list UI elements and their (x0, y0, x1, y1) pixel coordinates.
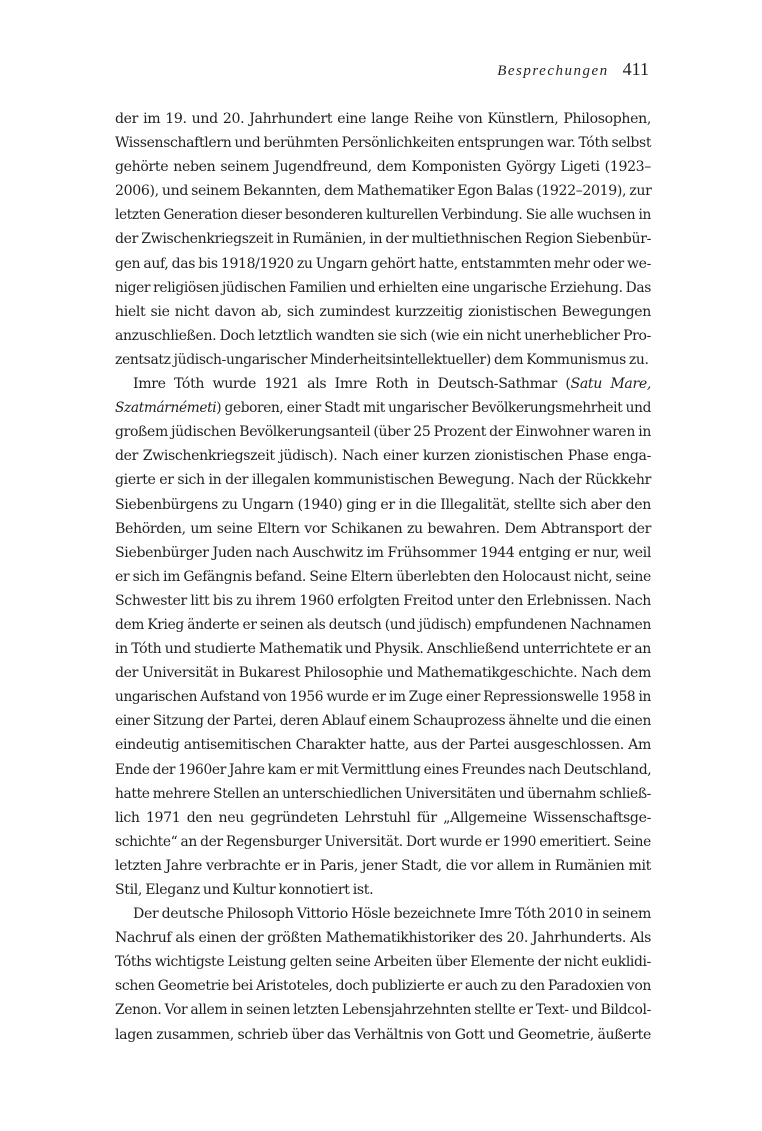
italic-place-name: Satu Mare, (570, 376, 651, 393)
page-number: 411 (622, 59, 649, 79)
text-line: Ende der 1960er Jahre kam er mit Vermittlung eines Freundes nach Deutschland, (115, 761, 652, 778)
text-line: großem jüdischen Bevölkerungsanteil (über 25 Prozent der Einwohner waren in (115, 424, 651, 441)
text-line (115, 372, 651, 396)
text-line: anzuschließen. Doch letztlich wandten sie sich (wie ein nicht unerheblicher Pro- (115, 327, 651, 344)
text-line: Behörden, um seine Eltern vor Schikanen zu bewahren. Dem Abtransport der (115, 520, 651, 537)
text-line: letzten Generation dieser besonderen kulturellen Verbindung. Sie alle wuchsen in (115, 207, 651, 224)
text-line: Siebenbürgens zu Ungarn (1940) ging er in die Illegalität, stellte sich aber den (115, 496, 651, 513)
text-line: Der deutsche Philosoph Vittorio Hösle bezeichnete Imre Tóth 2010 in seinem (133, 906, 651, 923)
text-line: Tóths wichtigste Leistung gelten seine Arbeiten über Elemente der nicht euklidi- (115, 954, 651, 971)
text-line: schichte“ an der Regensburger Universität. Dort wurde er 1990 emeritiert. Seine (115, 833, 651, 850)
text-line: Wissenschaftlern und berühmten Persönlichkeiten entsprungen war. Tóth selbst (115, 135, 652, 152)
text-line: Stil, Eleganz und Kultur konnotiert ist. (115, 882, 374, 898)
running-title: Besprechungen (497, 63, 609, 79)
text-line: Schwester litt bis zu ihrem 1960 erfolgten Freitod unter den Erlebnissen. Nach (115, 592, 651, 609)
text-line: in Tóth und studierte Mathematik und Physik. Anschließend unterrichtete er an (115, 641, 651, 658)
text-line: der Universität in Bukarest Philosophie und Mathematikgeschichte. Nach dem (115, 665, 651, 682)
text-run: Imre Tóth wurde 1921 als Imre Roth in Deutsch-Sathmar ( (133, 376, 571, 393)
text-line: der im 19. und 20. Jahrhundert eine lange Reihe von Künstlern, Philosophen, (115, 111, 651, 127)
text-line: letzten Jahre verbrachte er in Paris, jener Stadt, die vor allem in Rumänien mit (115, 857, 651, 874)
italic-place-name: Szatmárnémeti (115, 400, 217, 417)
text-line: ungarischen Aufstand von 1956 wurde er im Zuge einer Repressionswelle 1958 in (115, 689, 651, 706)
text-line: dem Krieg änderte er seinen als deutsch (und jüdisch) empfundenen Nachnamen (115, 616, 651, 633)
text-line: niger religiösen jüdischen Familien und erhielten eine ungarische Erziehung. Das (115, 279, 651, 296)
text-run: ) geboren, einer Stadt mit ungarischer Bevölkerungsmehrheit und (216, 400, 651, 417)
text-line: eindeutig antisemitischen Charakter hatte, aus der Partei ausgeschlossen. Am (115, 737, 651, 754)
text-line: gen auf, das bis 1918/1920 zu Ungarn gehört hatte, entstammten mehr oder we- (115, 255, 651, 272)
text-line: 2006), und seinem Bekannten, dem Mathematiker Egon Balas (1922–2019), zur (115, 183, 652, 200)
body-text (115, 107, 651, 1047)
text-line: Zenon. Vor allem in seinen letzten Lebensjahrzehnten stellte er Text- und Bildcol- (115, 1002, 651, 1019)
text-line: lagen zusammen, schrieb über das Verhältnis von Gott und Geometrie, äußerte (115, 1026, 651, 1043)
text-line: gierte er sich in der illegalen kommunistischen Bewegung. Nach der Rückkehr (115, 472, 651, 489)
paragraph-2 (115, 372, 651, 902)
text-line: hielt sie nicht davon ab, sich zumindest kurzzeitig zionistischen Bewegungen (115, 303, 651, 320)
text-line: der Zwischenkriegszeit in Rumänien, in der multiethnischen Region Siebenbür- (115, 231, 651, 248)
text-line: der Zwischenkriegszeit jüdisch). Nach einer kurzen zionistischen Phase enga- (115, 448, 651, 465)
paragraph-3 (115, 902, 651, 1047)
text-line (115, 396, 651, 420)
text-line: schen Geometrie bei Aristoteles, doch publizierte er auch zu den Paradoxien von (115, 978, 652, 995)
paragraph-1 (115, 107, 651, 372)
text-line: lich 1971 den neu gegründeten Lehrstuhl für „Allgemeine Wissenschaftsge- (115, 809, 651, 826)
text-line: zentsatz jüdisch-ungarischer Minderheitsintellektueller) dem Kommunismus zu. (115, 351, 649, 368)
text-line: hatte mehrere Stellen an unterschiedlichen Universitäten und übernahm schließ- (115, 785, 651, 802)
text-line: er sich im Gefängnis befand. Seine Eltern überlebten den Holocaust nicht, seine (115, 568, 651, 585)
text-line: Nachruf als einen der größten Mathematikhistoriker des 20. Jahrhunderts. Als (115, 930, 651, 947)
running-head (497, 59, 649, 80)
text-line: einer Sitzung der Partei, deren Ablauf einem Schauprozess ähnelte und die einen (115, 713, 651, 730)
text-line: Siebenbürger Juden nach Auschwitz im Frühsommer 1944 entging er nur, weil (115, 544, 651, 561)
text-line: gehörte neben seinem Jugendfreund, dem Komponisten György Ligeti (1923– (115, 159, 651, 176)
